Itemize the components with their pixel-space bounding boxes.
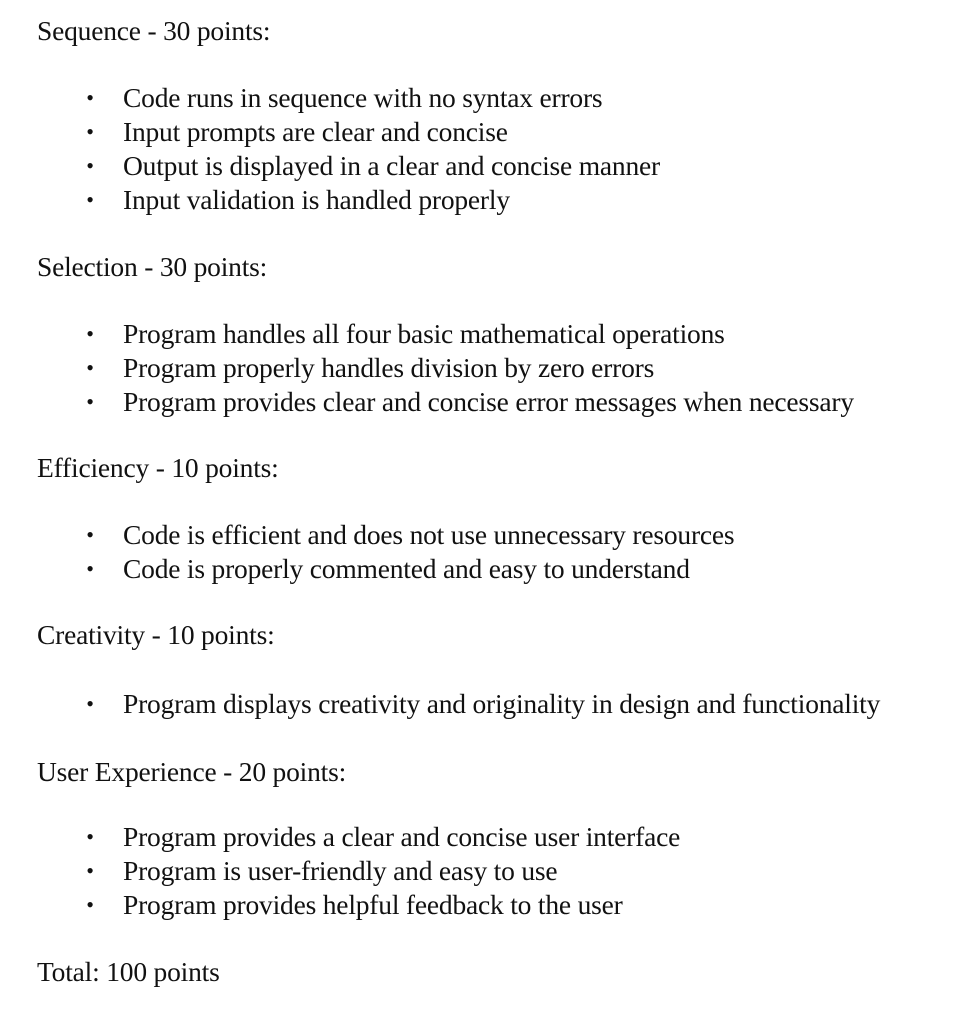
section-heading-sequence: Sequence - 30 points: [37,15,271,46]
section-heading-efficiency: Efficiency - 10 points: [37,452,279,483]
list-item-text: Program is user-friendly and easy to use [123,855,558,886]
list-item-text: Program handles all four basic mathematical operations [123,318,725,349]
list-item-text: Code is properly commented and easy to understand [123,553,690,584]
bullet-icon: • [86,824,94,849]
bullet-icon: • [86,691,94,716]
bullet-icon: • [86,556,94,581]
bullet-icon: • [86,85,94,110]
bullet-icon: • [86,119,94,144]
list-item-text: Output is displayed in a clear and concise manner [123,150,660,181]
section-heading-selection: Selection - 30 points: [37,251,268,282]
bullet-icon: • [86,321,94,346]
list-item-text: Code is efficient and does not use unnecessary resources [123,519,735,550]
bullet-icon: • [86,153,94,178]
bullet-icon: • [86,187,94,212]
bullet-icon: • [86,355,94,380]
list-item-text: Program displays creativity and originality in design and functionality [123,688,881,719]
section-heading-creativity: Creativity - 10 points: [37,619,275,650]
list-item-text: Input prompts are clear and concise [123,116,508,147]
bullet-icon: • [86,389,94,414]
bullet-icon: • [86,892,94,917]
list-item-text: Program properly handles division by zero errors [123,352,655,383]
bullet-icon: • [86,522,94,547]
section-heading-user-experience: User Experience - 20 points: [37,756,347,787]
list-item-text: Input validation is handled properly [123,184,510,215]
list-item-text: Code runs in sequence with no syntax errors [123,82,603,113]
total-points: Total: 100 points [37,956,220,987]
list-item-text: Program provides a clear and concise user interface [123,821,681,852]
bullet-icon: • [86,858,94,883]
list-item-text: Program provides clear and concise error messages when necessary [123,386,854,417]
list-item-text: Program provides helpful feedback to the user [123,889,623,920]
